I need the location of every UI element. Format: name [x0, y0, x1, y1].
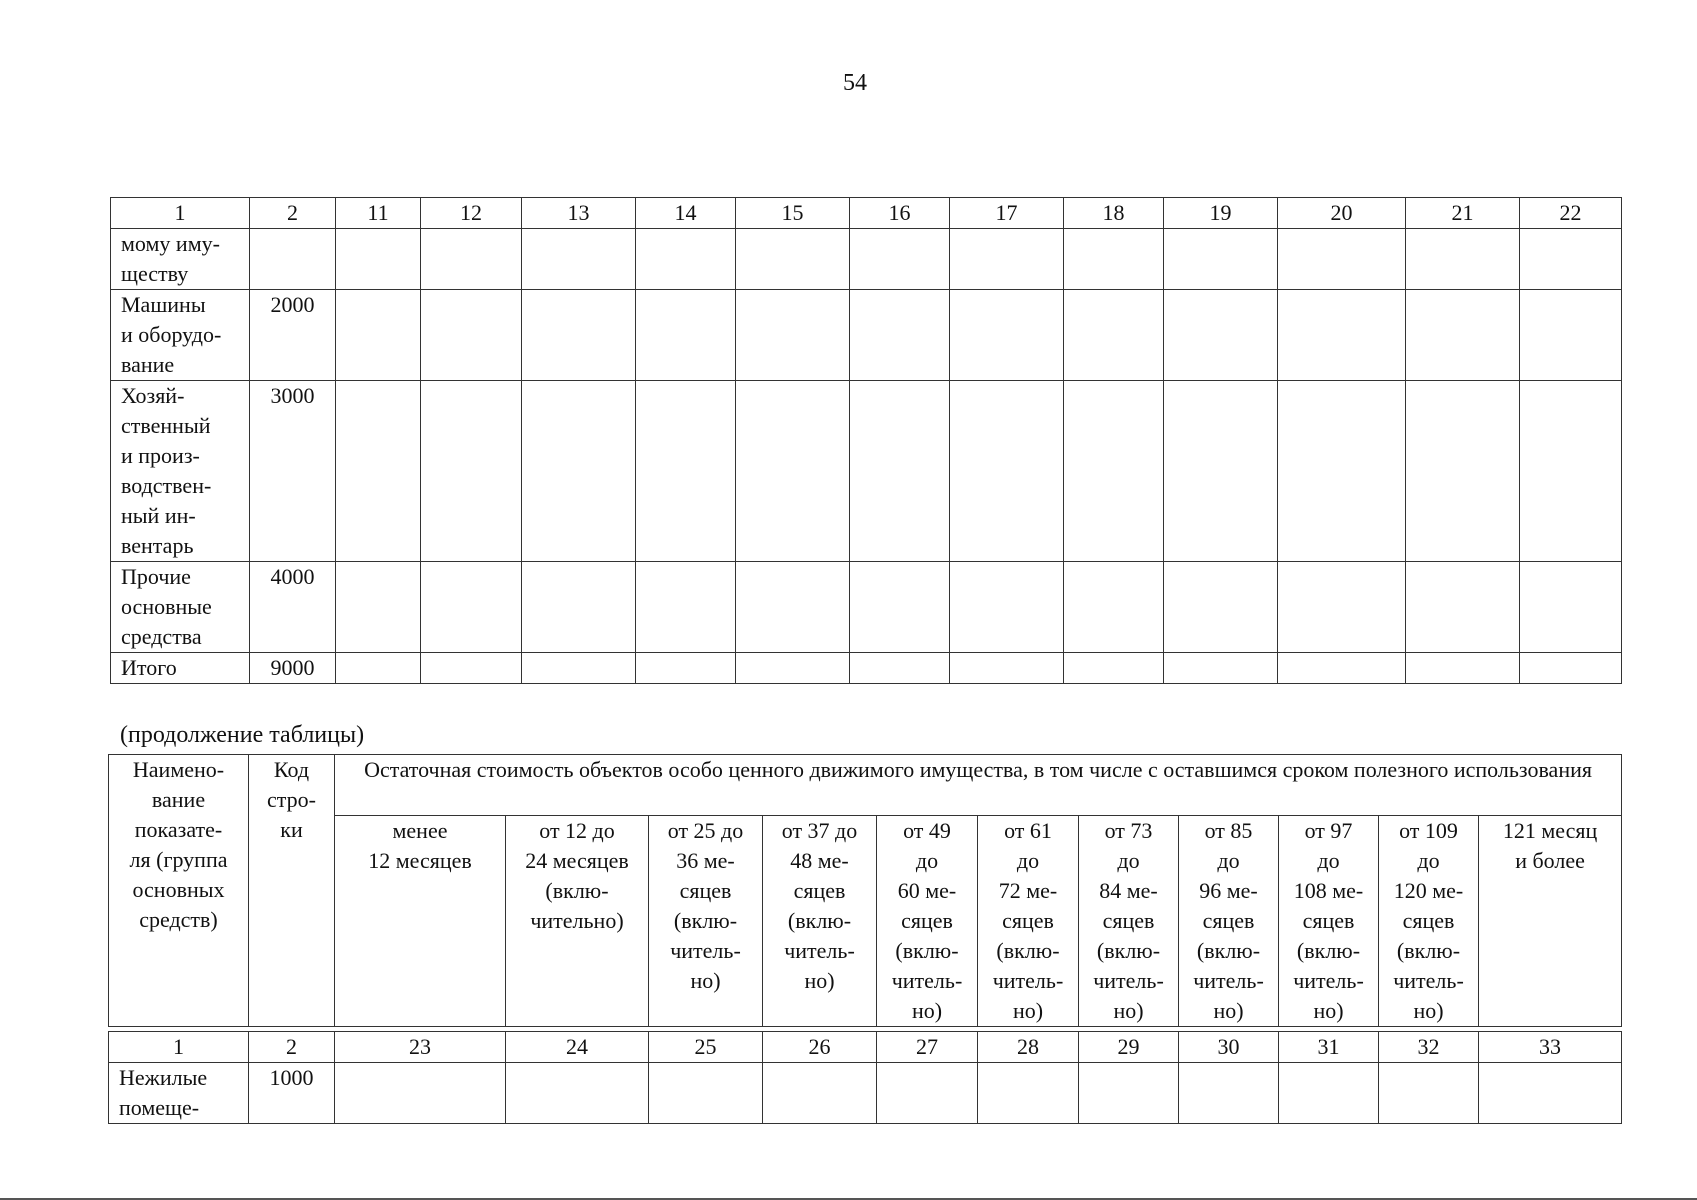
data-table-bottom-body [108, 1031, 1622, 1124]
value-cell [877, 1063, 978, 1124]
column-number-1: 1 [109, 1032, 249, 1063]
value-cell [1079, 1063, 1179, 1124]
row-name-cell: мому иму- ществу [111, 229, 250, 290]
header-term-4: от 37 до 48 ме- сяцев (вклю- читель- но) [763, 816, 877, 1027]
table-row [111, 653, 1622, 684]
value-cell [736, 381, 850, 562]
value-cell [850, 653, 950, 684]
value-cell [1406, 381, 1520, 562]
value-cell [1164, 229, 1278, 290]
column-number-22: 22 [1520, 198, 1622, 229]
value-cell [850, 290, 950, 381]
header-term-1: менее 12 месяцев [335, 816, 506, 1027]
column-number-14: 14 [636, 198, 736, 229]
value-cell [1164, 381, 1278, 562]
header-residual-value-group: Остаточная стоимость объектов особо ценного движимого имущества, в том числе с оставшимся сроком полезного использования [335, 755, 1622, 816]
table-row [111, 229, 1622, 290]
header-term-6: от 61 до 72 ме- сяцев (вклю- читель- но) [978, 816, 1079, 1027]
value-cell [1520, 653, 1622, 684]
column-number-25: 25 [649, 1032, 763, 1063]
value-cell [1064, 562, 1164, 653]
column-number-31: 31 [1279, 1032, 1379, 1063]
value-cell [1064, 229, 1164, 290]
column-number-27: 27 [877, 1032, 978, 1063]
value-cell [1406, 562, 1520, 653]
value-cell [1479, 1063, 1622, 1124]
row-name-cell: Нежилые помеще- [109, 1063, 249, 1124]
column-number-23: 23 [335, 1032, 506, 1063]
value-cell [736, 290, 850, 381]
value-cell [336, 381, 421, 562]
value-cell [636, 290, 736, 381]
row-code-cell: 2000 [250, 290, 336, 381]
column-number-2: 2 [249, 1032, 335, 1063]
value-cell [1064, 653, 1164, 684]
value-cell [950, 290, 1064, 381]
table-row [111, 381, 1622, 562]
row-name-cell: Итого [111, 653, 250, 684]
header-term-5: от 49 до 60 ме- сяцев (вклю- читель- но) [877, 816, 978, 1027]
column-number-11: 11 [336, 198, 421, 229]
value-cell [522, 381, 636, 562]
value-cell [421, 381, 522, 562]
value-cell [522, 229, 636, 290]
value-cell [1179, 1063, 1279, 1124]
value-cell [1064, 290, 1164, 381]
row-code-cell [250, 229, 336, 290]
value-cell [736, 229, 850, 290]
value-cell [950, 229, 1064, 290]
column-number-32: 32 [1379, 1032, 1479, 1063]
value-cell [421, 653, 522, 684]
value-cell [1406, 653, 1520, 684]
value-cell [850, 562, 950, 653]
header-term-2: от 12 до 24 месяцев (вклю- чительно) [506, 816, 649, 1027]
value-cell [1520, 381, 1622, 562]
value-cell [522, 290, 636, 381]
value-cell [336, 653, 421, 684]
value-cell [1406, 229, 1520, 290]
value-cell [850, 381, 950, 562]
value-cell [850, 229, 950, 290]
value-cell [506, 1063, 649, 1124]
header-term-3: от 25 до 36 ме- сяцев (вклю- читель- но) [649, 816, 763, 1027]
value-cell [1278, 653, 1406, 684]
value-cell [1164, 653, 1278, 684]
column-number-15: 15 [736, 198, 850, 229]
value-cell [1279, 1063, 1379, 1124]
header-indicator-name: Наимено- вание показате- ля (группа основных средств) [109, 755, 249, 1027]
column-number-26: 26 [763, 1032, 877, 1063]
table-row [111, 562, 1622, 653]
column-number-12: 12 [421, 198, 522, 229]
table-row [111, 290, 1622, 381]
row-code-cell: 3000 [250, 381, 336, 562]
value-cell [522, 562, 636, 653]
value-cell [1278, 562, 1406, 653]
value-cell [1379, 1063, 1479, 1124]
column-number-row [111, 198, 1622, 229]
column-number-17: 17 [950, 198, 1064, 229]
column-number-2: 2 [250, 198, 336, 229]
value-cell [522, 653, 636, 684]
row-name-cell: Прочие основные средства [111, 562, 250, 653]
row-code-cell: 9000 [250, 653, 336, 684]
value-cell [1064, 381, 1164, 562]
column-number-28: 28 [978, 1032, 1079, 1063]
column-number-1: 1 [111, 198, 250, 229]
value-cell [1278, 290, 1406, 381]
header-term-11: 121 месяц и более [1479, 816, 1622, 1027]
value-cell [421, 229, 522, 290]
column-number-33: 33 [1479, 1032, 1622, 1063]
table-continuation-caption: (продолжение таблицы) [120, 722, 365, 748]
column-number-18: 18 [1064, 198, 1164, 229]
value-cell [736, 562, 850, 653]
column-number-21: 21 [1406, 198, 1520, 229]
value-cell [1278, 229, 1406, 290]
value-cell [421, 562, 522, 653]
value-cell [1520, 229, 1622, 290]
value-cell [950, 381, 1064, 562]
value-cell [978, 1063, 1079, 1124]
value-cell [1164, 290, 1278, 381]
value-cell [1520, 290, 1622, 381]
table-row [109, 1063, 1622, 1124]
column-number-29: 29 [1079, 1032, 1179, 1063]
value-cell [636, 381, 736, 562]
column-number-24: 24 [506, 1032, 649, 1063]
page-number: 54 [843, 70, 867, 96]
value-cell [336, 562, 421, 653]
value-cell [1278, 381, 1406, 562]
value-cell [336, 290, 421, 381]
value-cell [636, 229, 736, 290]
header-term-9: от 97 до 108 ме- сяцев (вклю- читель- но) [1279, 816, 1379, 1027]
value-cell [636, 562, 736, 653]
column-number-20: 20 [1278, 198, 1406, 229]
row-code-cell: 1000 [249, 1063, 335, 1124]
row-code-cell: 4000 [250, 562, 336, 653]
column-number-16: 16 [850, 198, 950, 229]
header-term-8: от 85 до 96 ме- сяцев (вклю- читель- но) [1179, 816, 1279, 1027]
header-row-code: Код стро- ки [249, 755, 335, 1027]
header-term-7: от 73 до 84 ме- сяцев (вклю- читель- но) [1079, 816, 1179, 1027]
value-cell [736, 653, 850, 684]
value-cell [649, 1063, 763, 1124]
value-cell [950, 562, 1064, 653]
column-number-30: 30 [1179, 1032, 1279, 1063]
column-number-13: 13 [522, 198, 636, 229]
header-term-10: от 109 до 120 ме- сяцев (вклю- читель- но) [1379, 816, 1479, 1027]
data-table-top [110, 197, 1622, 684]
value-cell [950, 653, 1064, 684]
value-cell [1406, 290, 1520, 381]
data-table-bottom-header [108, 754, 1622, 1027]
row-name-cell: Хозяй- ственный и произ- водствен- ный ин- вентарь [111, 381, 250, 562]
value-cell [763, 1063, 877, 1124]
value-cell [1164, 562, 1278, 653]
value-cell [336, 229, 421, 290]
column-number-19: 19 [1164, 198, 1278, 229]
value-cell [421, 290, 522, 381]
value-cell [636, 653, 736, 684]
row-name-cell: Машины и оборудо- вание [111, 290, 250, 381]
value-cell [335, 1063, 506, 1124]
value-cell [1520, 562, 1622, 653]
column-number-row [109, 1032, 1622, 1063]
